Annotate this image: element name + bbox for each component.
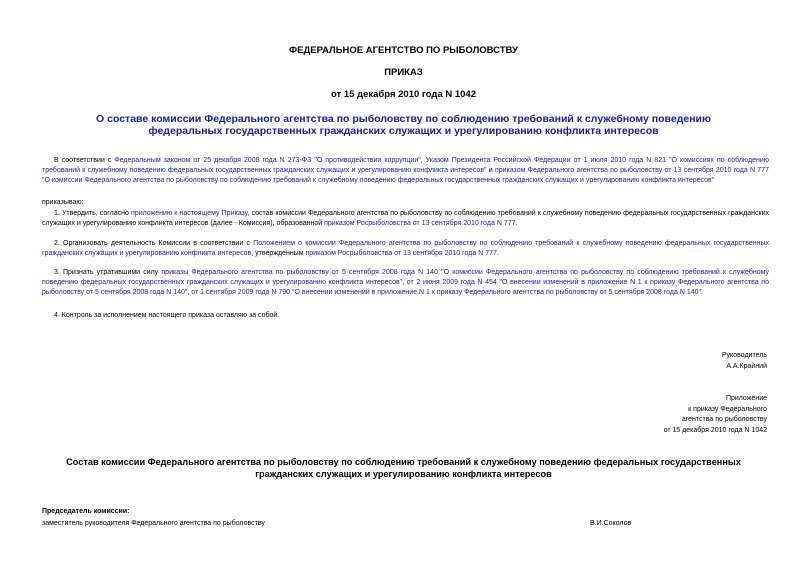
order-777-link[interactable]: приказом Росрыболовства от 13 сентября 2010 года N 777 xyxy=(324,220,516,227)
preamble-paragraph xyxy=(42,156,769,186)
item-1-text-b: , состав комиссии Федерального агентства по рыболовству по соблюдению требований к служебному поведению федеральных государственных гражданских служащих и урегулированию конфликта интересов (далее - Комиссия), образованной xyxy=(42,210,769,227)
president-decree-link[interactable]: Указом Президента Российской Федерации от 1 июля 2010 года N 821 "О комиссиях по соблюдению требований к служебному поведению федеральных государственных гражданских служащих и урегулированию конфликта интересов" xyxy=(42,157,770,174)
preamble-text-2: , xyxy=(420,157,426,164)
item-2-text-a: 2. Организовать деятельность Комиссии в соответствии с xyxy=(54,240,254,247)
federal-law-link[interactable]: Федеральным законом от 25 декабря 2008 года N 273-ФЗ "О противодействии коррупции" xyxy=(114,157,421,164)
chairman-name: В.И.Соколов xyxy=(590,520,632,527)
item-1 xyxy=(42,209,769,229)
chairman-position: заместитель руководителя Федерального агентства по рыболовству xyxy=(42,520,265,527)
item-2-text-c: . xyxy=(496,250,499,257)
item-3-text-b: , xyxy=(402,279,407,286)
appendix-line-2: к приказу Федерального xyxy=(688,405,767,413)
appendix-line-1: Приложение xyxy=(725,395,767,402)
item-3-text-a: 3. Признать утратившими силу xyxy=(54,269,162,276)
item-2-text-b: , утвержденным xyxy=(251,250,306,257)
item-3 xyxy=(42,268,769,298)
agency-order-777-link[interactable]: приказом Федерального агентства по рыболовству от 13 сентября 2010 года N 777 "О комиссии Федерального агентства по рыболовству по соблюдению требований к служебному поведению федеральных государственных гражданских служащих и урегулированию конфликта интересов" xyxy=(42,167,769,184)
signature-name: А.А.Крайний xyxy=(726,362,767,370)
agency-heading: ФЕДЕРАЛЬНОЕ АГЕНТСТВО ПО РЫБОЛОВСТВУ xyxy=(289,45,518,56)
item-3-text-c: , xyxy=(187,289,192,296)
composition-title: Состав комиссии Федерального агентства по рыболовству по соблюдению требований к служебному поведению федеральных государственных гражданских служащих и урегулированию конфликта интересов xyxy=(66,457,741,479)
appendix-line-3: агентства по рыболовству xyxy=(681,416,767,423)
date-line: от 15 декабря 2010 года N 1042 xyxy=(330,89,476,100)
appendix-block xyxy=(664,394,767,436)
appendix-line-4: от 15 декабря 2010 года N 1042 xyxy=(663,426,767,434)
item-4: 4. Контроль за исполнением настоящего приказа оставляю за собой. xyxy=(54,312,280,319)
chairman-label: Председатель комиссии: xyxy=(42,508,130,515)
order-word: приказываю: xyxy=(42,199,84,206)
appendix-link[interactable]: приложению к настоящему Приказу xyxy=(131,210,248,217)
preamble-text-3: и xyxy=(486,167,495,174)
signature-block xyxy=(722,351,767,372)
item-2 xyxy=(42,239,769,259)
document-title[interactable]: О составе комиссии Федерального агентства по рыболовству по соблюдению требований к служебному поведению федеральных государственных гражданских служащих и урегулированию конфликта интересов xyxy=(96,113,711,137)
preamble-text-1: В соответствии с xyxy=(54,157,115,164)
order-454-link[interactable]: от 2 июня 2009 года N 454 "О внесении изменений в приложение N 1 к приказу Федерального агентства по рыболовству от 5 сентября 2008 года N 140" xyxy=(42,279,769,296)
item-1-text-c: . xyxy=(515,220,518,227)
order-777-link-2[interactable]: приказом Росрыболовства от 13 сентября 2010 года N 777 xyxy=(305,250,497,257)
item-3-text-d: . xyxy=(700,289,703,296)
order-790-link[interactable]: от 1 сентября 2009 года N 790 "О внесении изменений в приложение N 1 к приказу Федерального агентства по рыболовству от 5 сентября 2008 года N 140" xyxy=(191,289,701,296)
item-1-text-a: 1. Утвердить, согласно xyxy=(54,210,132,217)
order-140-link[interactable]: приказы Федерального агентства по рыболовству от 5 сентября 2008 года N 140 "О комиссии Федерального агентства по рыболовству по соблюдению требований к служебному поведению федеральных государственных гражданских служащих и урегулированию конфликта интересов" xyxy=(42,269,769,286)
regulation-link[interactable]: Положением о комиссии Федерального агентства по рыболовству по соблюдению требований к служебному поведению федеральных государственных гражданских служащих и урегулированию конфликта интересов xyxy=(42,240,769,257)
signature-role: Руководитель xyxy=(721,352,767,359)
doc-type-heading: ПРИКАЗ xyxy=(384,67,423,78)
